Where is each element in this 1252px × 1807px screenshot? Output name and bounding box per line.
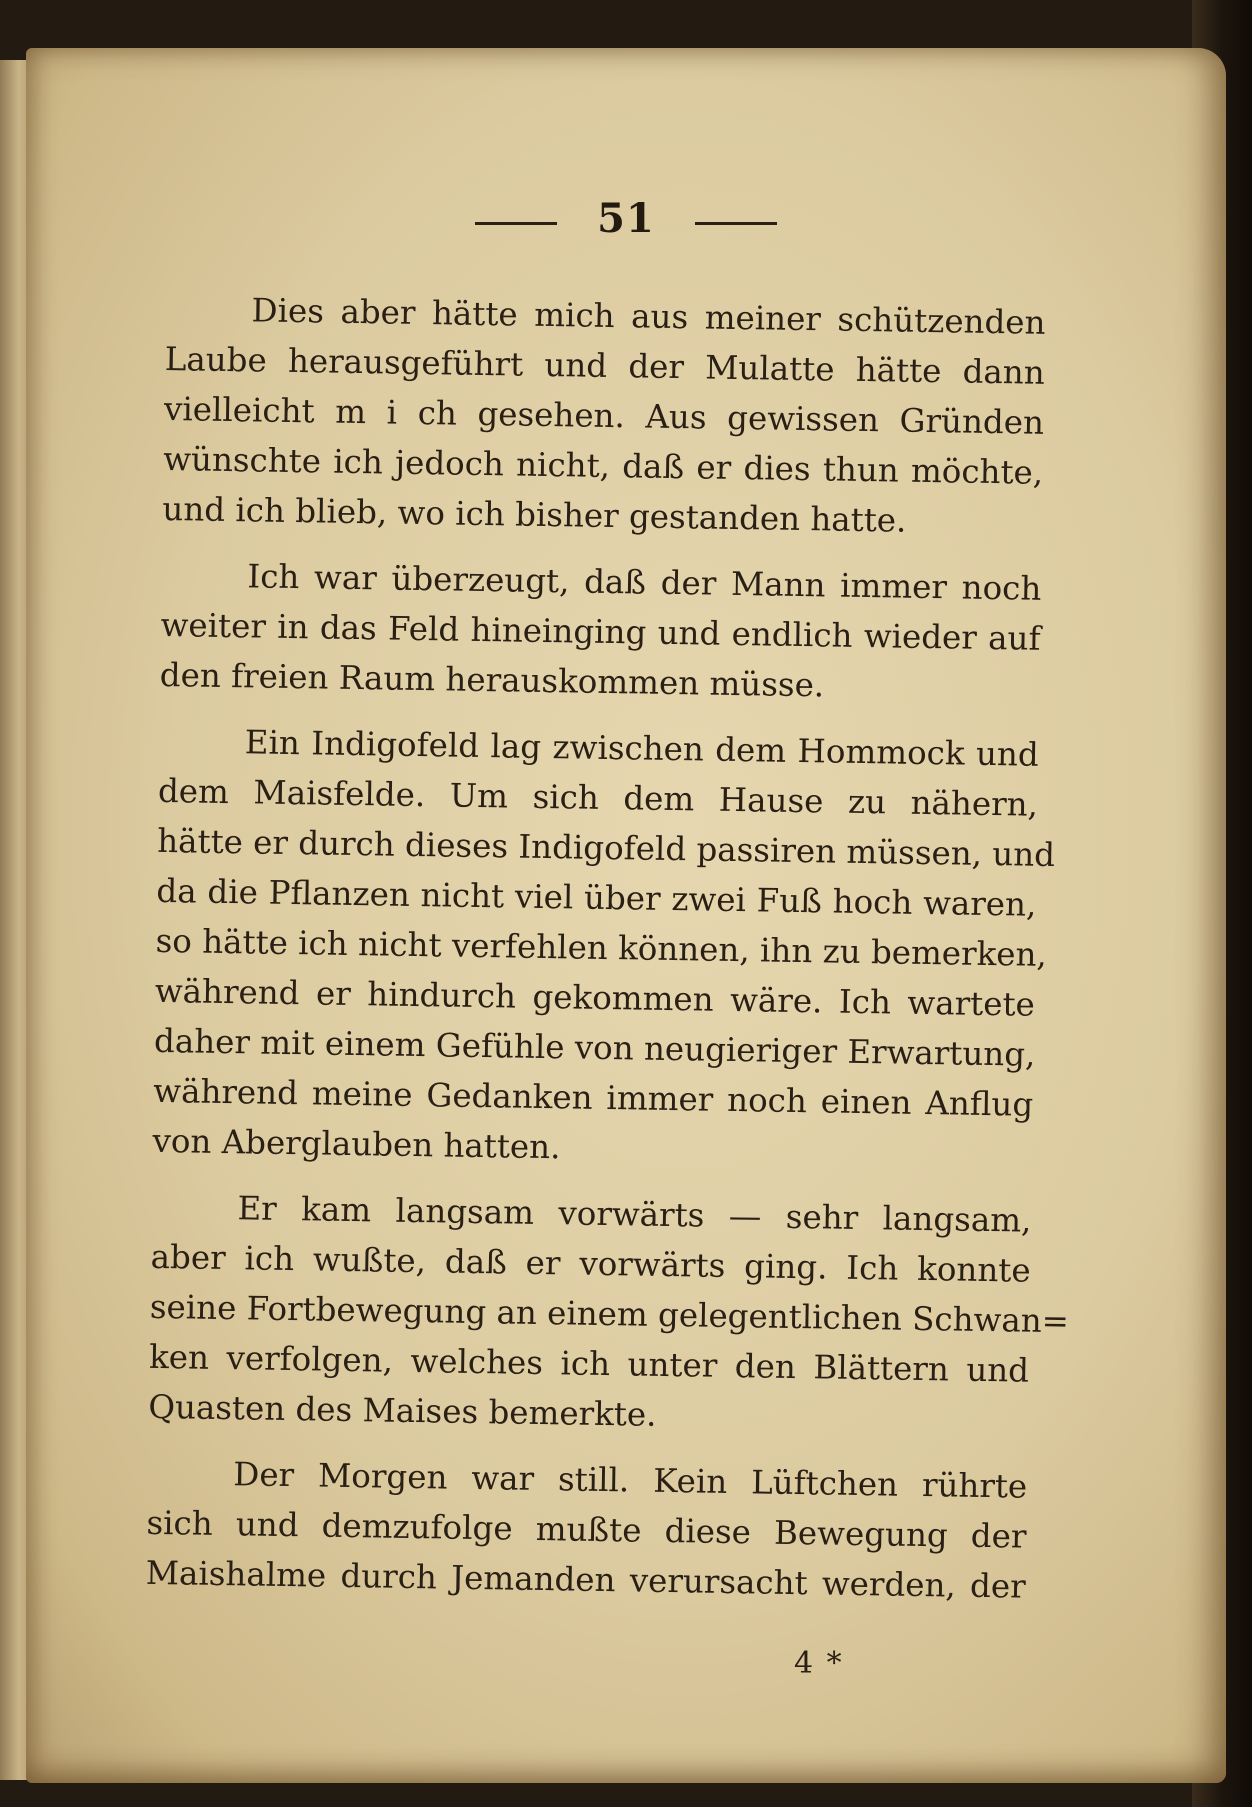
text-line: den freien Raum herauskommen müsse. [159,655,825,705]
paragraph [152,716,1056,1180]
text-line: ken verfolgen, welches ich unter den Blättern und [148,1337,1030,1390]
text-line: Er kam langsam vorwärts — sehr langsam, [237,1189,1032,1240]
paragraph [162,284,1046,548]
text-line: Maishalme durch Jemanden verursacht werden, der [145,1553,1026,1606]
body-text [145,284,1070,1628]
text-line: während er hindurch gekommen wäre. Ich wartete [154,971,1036,1024]
text-line: so hätte ich nicht verfehlen können, ihn zu bemerken, [155,921,1048,974]
page-header [26,178,1226,258]
page-number: 51 [597,194,655,242]
text-line: wünschte ich jedoch nicht, daß er dies thun möchte, [162,439,1044,492]
paragraph [148,1182,1070,1446]
text-line: weiter in das Feld hineinging und endlich wieder auf [160,605,1041,658]
text-line: und ich blieb, wo ich bisher gestanden hatte. [162,489,907,540]
text-line: Der Morgen war still. Kein Lüftchen rührte [233,1455,1028,1506]
paragraph [159,550,1041,714]
text-line: Ein Indigofeld lag zwischen dem Hommock und [244,723,1040,774]
text-line: dem Maisfelde. Um sich dem Hause zu nähern, [157,771,1039,824]
text-line: Quasten des Maises bemerkte. [148,1387,657,1434]
text-line: von Aberglauben hatten. [152,1121,561,1167]
text-line: sich und demzufolge mußte diese Bewegung der [146,1503,1027,1556]
text-line: Dies aber hätte mich aus meiner schützenden [251,291,1046,342]
text-line: da die Pflanzen nicht viel über zwei Fuß hoch waren, [156,871,1037,924]
text-line: Ich war überzeugt, daß der Mann immer noch [247,557,1042,608]
paragraph [145,1448,1027,1612]
text-line: seine Fortbewegung an einem gelegentlichen Schwan= [149,1287,1070,1341]
text-line: während meine Gedanken immer noch einen Anflug [153,1071,1034,1124]
header-rule-right [695,222,777,225]
text-line: daher mit einem Gefühle von neugieriger Erwartung, [153,1021,1036,1074]
text-line: Laube herausgeführt und der Mulatte hätte dann [164,339,1046,392]
book-page [26,48,1226,1783]
text-line: hätte er durch dieses Indigofeld passiren müssen, und [156,821,1056,875]
text-line: aber ich wußte, daß er vorwärts ging. Ich konnte [150,1237,1031,1290]
printer-signature-mark: 4 * [794,1646,844,1681]
text-line: vielleicht m i ch gesehen. Aus gewissen Gründen [163,389,1045,442]
header-rule-left [475,222,557,225]
